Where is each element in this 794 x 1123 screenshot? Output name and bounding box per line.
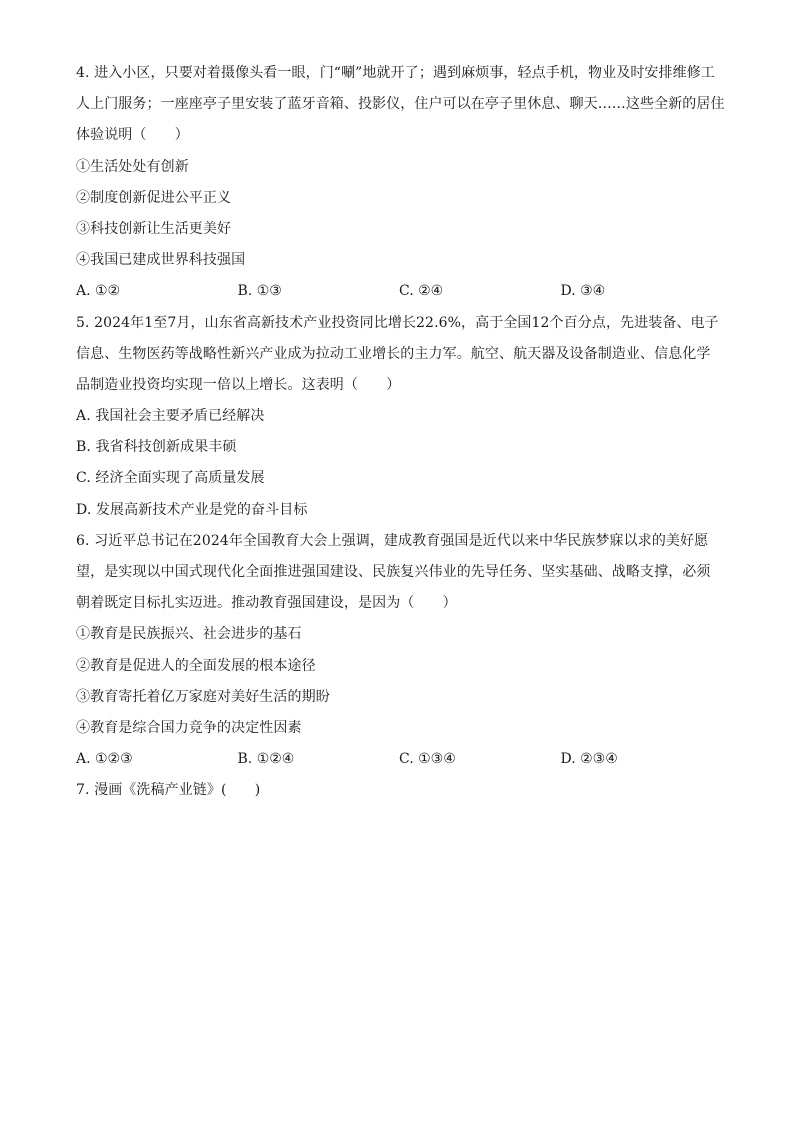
question-4-option-d[interactable]: D. ③④ [560,283,606,300]
question-4-options [76,276,722,307]
question-7-stem-line-1: 7. 漫画《洗稿产业链》( ) [76,782,261,799]
question-5 [76,308,722,526]
question-5-stem-line-3: 品制造业投资均实现一倍以上增长。这表明（ ） [76,376,401,393]
question-4-statement-3: ③科技创新让生活更美好 [76,220,232,237]
question-6-option-a[interactable]: A. ①②③ [76,751,133,768]
question-6-statement-2: ②教育是促进人的全面发展的根本途径 [76,657,316,674]
question-4-option-c[interactable]: C. ②④ [399,283,444,300]
question-4-statement-4: ④我国已建成世界科技强国 [76,252,246,269]
question-4-option-b[interactable]: B. ①③ [237,283,282,300]
question-5-option-d[interactable]: D. 发展高新技术产业是党的奋斗目标 [76,501,308,518]
question-6-option-c[interactable]: C. ①③④ [399,751,456,768]
question-4-statement-2: ②制度创新促进公平正义 [76,189,232,206]
question-6-statement-1: ①教育是民族振兴、社会进步的基石 [76,626,302,643]
question-5-stem-line-2: 信息、生物医药等战略性新兴产业成为拉动工业增长的主力军。航空、航天器及设备制造业、信息化学 [76,345,711,362]
question-6-statement-3: ③教育寄托着亿万家庭对美好生活的期盼 [76,688,330,705]
question-4-stem-line-2: 人上门服务；一座座亭子里安装了蓝牙音箱、投影仪，住户可以在亭子里休息、聊天……这些全新的居住 [76,96,725,113]
question-4-option-a[interactable]: A. ①② [76,283,121,300]
question-7 [76,775,722,806]
question-4-stem-line-1: 4. 进入小区，只要对着摄像头看一眼，门“唰”地就开了；遇到麻烦事，轻点手机，物业及时安排维修工 [76,65,715,81]
question-4-statement-1: ①生活处处有创新 [76,158,189,175]
question-6-options [76,744,722,775]
question-6-stem-line-1: 6. 习近平总书记在2024年全国教育大会上强调，建成教育强国是近代以来中华民族梦寐以求的美好愿 [76,532,709,549]
question-6-option-d[interactable]: D. ②③④ [560,751,618,768]
exam-page [76,58,725,807]
question-4 [76,58,725,308]
question-6-statement-4: ④教育是综合国力竞争的决定性因素 [76,719,302,736]
question-5-stem-line-1: 5. 2024年1至7月，山东省高新技术产业投资同比增长22.6%，高于全国12个百分点，先进装备、电子 [76,314,719,331]
question-5-option-c[interactable]: C. 经济全面实现了高质量发展 [76,470,265,487]
question-5-option-a[interactable]: A. 我国社会主要矛盾已经解决 [76,408,265,425]
question-5-option-b[interactable]: B. 我省科技创新成果丰硕 [76,439,237,456]
question-6-stem-line-3: 朝着既定目标扎实迈进。推动教育强国建设，是因为（ ） [76,595,457,612]
question-4-stem-line-3: 体验说明（ ） [76,127,189,144]
question-6 [76,526,722,776]
question-6-stem-line-2: 望，是实现以中国式现代化全面推进强国建设、民族复兴伟业的先导任务、坚实基础、战略支撑，必须 [76,564,711,580]
question-6-option-b[interactable]: B. ①②④ [237,751,295,768]
